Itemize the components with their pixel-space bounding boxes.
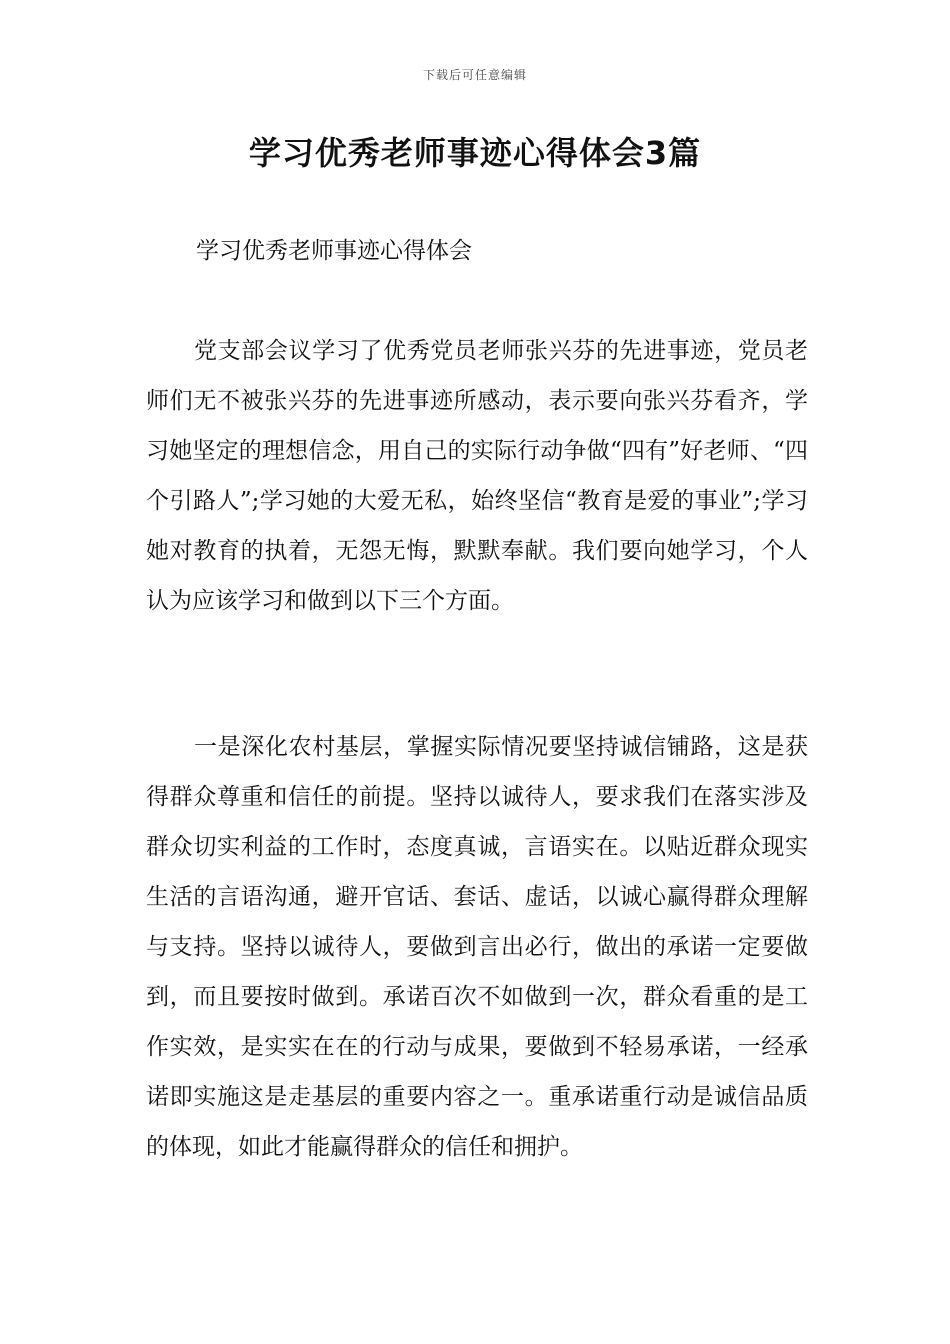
body-paragraph-1: 党支部会议学习了优秀党员老师张兴芬的先进事迹，党员老师们无不被张兴芬的先进事迹所感动，表示要向张兴芬看齐，学习她坚定的理想信念，用自己的实际行动争做“四有”好老师、“四个引路人”;学习她的大爱无私，始终坚信“教育是爱的事业”;学习她对教育的执着，无怨无悔，默默奉献。我们要向她学习，个人认为应该学习和做到以下三个方面。 bbox=[146, 338, 808, 614]
document-title: 学习优秀老师事迹心得体会3篇 bbox=[248, 134, 702, 172]
body-paragraph-2: 一是深化农村基层，掌握实际情况要坚持诚信铺路，这是获得群众尊重和信任的前提。坚持以诚待人，要求我们在落实涉及群众切实利益的工作时，态度真诚，言语实在。以贴近群众现实生活的言语沟通，避开官话、套话、虚话，以诚心赢得群众理解与支持。坚持以诚待人，要做到言出必行，做出的承诺一定要做到，而且要按时做到。承诺百次不如做到一次，群众看重的是工作实效，是实实在在的行动与成果，要做到不轻易承诺，一经承诺即实施这是走基层的重要内容之一。重承诺重行动是诚信品质的体现，如此才能赢得群众的信任和拥护。 bbox=[146, 734, 808, 1160]
document-subtitle: 学习优秀老师事迹心得体会 bbox=[196, 238, 472, 264]
header-note: 下载后可任意编辑 bbox=[422, 68, 527, 82]
